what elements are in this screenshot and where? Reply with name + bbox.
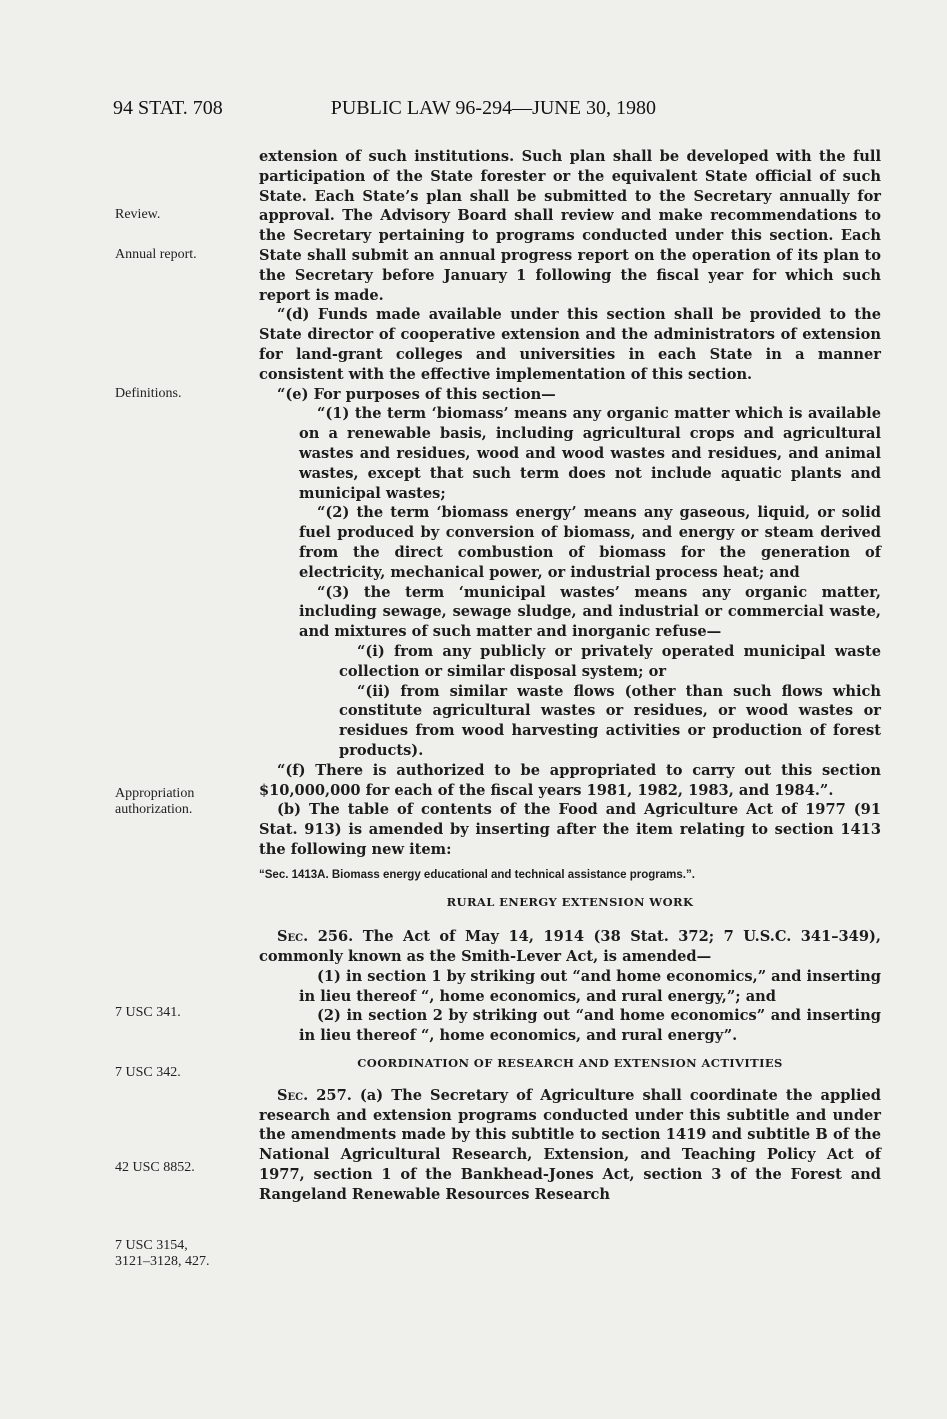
- heading-rural-energy: RURAL ENERGY EXTENSION WORK: [446, 895, 694, 910]
- toc-item: “Sec. 1413A. Biomass energy educational and technical assistance programs.”.: [259, 868, 695, 881]
- law-title: PUBLIC LAW 96-294—JUNE 30, 1980: [330, 97, 656, 119]
- margin-note-42-usc-8852: 42 USC 8852.: [115, 1160, 195, 1175]
- margin-note-definitions: Definitions.: [115, 386, 182, 401]
- paragraph-plan: extension of such institutions. Such plan shall be developed with the full participation of the State forester or the equivalent State official of such State. Each State’s plan shall be submitted to the Secretary annually for approval. The Advisory Board shall review and make recommendations to the Secretary pertaining to programs conducted under this section. Each State shall submit an annual progress report on the operation of its plan to the Secretary before January 1 following the fiscal year for which such report is made.: [259, 148, 881, 304]
- paragraph-b: (b) The table of contents of the Food and Agriculture Act of 1977 (91 Stat. 913) is amended by inserting after the item relating to section 1413 the following new item:: [259, 801, 881, 858]
- page-header: [113, 97, 765, 120]
- heading-coordination: COORDINATION OF RESEARCH AND EXTENSION ACTIVITIES: [357, 1056, 783, 1071]
- margin-note-annual-report: Annual report.: [115, 247, 197, 262]
- section-256-2: (2) in section 2 by striking out “and home economics” and inserting in lieu thereof “, home economics, and rural energy”.: [299, 1007, 881, 1045]
- statute-body: [259, 147, 881, 1205]
- margin-note-7-usc-3121: 3121–3128, 427.: [115, 1254, 210, 1269]
- margin-note-7-usc-342: 7 USC 342.: [115, 1065, 181, 1080]
- margin-note-review: Review.: [115, 207, 161, 222]
- section-256: [259, 927, 881, 967]
- paragraph-e-3-ii: “(ii) from similar waste flows (other than such flows which constitute agricultural wastes or residues, or wood wastes or residues from wood harvesting activities or production of forest products).: [339, 682, 881, 759]
- section-256-text: 256. The Act of May 14, 1914 (38 Stat. 372; 7 U.S.C. 341–349), commonly known as the Smith-Lever Act, is amended—: [259, 928, 881, 966]
- margin-note-authorization: authorization.: [115, 802, 193, 817]
- stat-page-number: 94 STAT. 708: [113, 97, 223, 119]
- margin-note-7-usc-341: 7 USC 341.: [115, 1005, 181, 1020]
- section-256-1: (1) in section 1 by striking out “and home economics,” and inserting in lieu thereof “, home economics, and rural energy,”; and: [299, 967, 881, 1005]
- paragraph-e-1: “(1) the term ‘biomass’ means any organic matter which is available on a renewable basis, including agricultural crops and agricultural wastes and residues, wood and wood wastes and residues, and animal wastes, except that such term does not include aquatic plants and municipal wastes;: [299, 405, 881, 502]
- section-257: [259, 1086, 881, 1205]
- paragraph-e: “(e) For purposes of this section—: [277, 385, 556, 403]
- paragraph-e-2: “(2) the term ‘biomass energy’ means any gaseous, liquid, or solid fuel produced by conversion of biomass, and energy or steam derived from the direct combustion of biomass for the generation of electricity, mechanical power, or industrial process heat; and: [299, 504, 881, 581]
- section-257-text: 257. (a) The Secretary of Agriculture shall coordinate the applied research and extension programs conducted under this subtitle and under the amendments made by this subtitle to section 1419 and subtitle B of the National Agricultural Research, Extension, and Teaching Policy Act of 1977, section 1 of the Bankhead-Jones Act, section 3 of the Forest and Rangeland Renewable Resources Research: [259, 1086, 881, 1203]
- paragraph-f: “(f) There is authorized to be appropriated to carry out this section $10,000,000 for each of the fiscal years 1981, 1982, 1983, and 1984.”.: [259, 761, 881, 799]
- margin-note-appropriation: Appropriation: [115, 786, 195, 801]
- section-256-label: Sec.: [277, 928, 309, 946]
- paragraph-d: “(d) Funds made available under this section shall be provided to the State director of cooperative extension and the administrators of extension for land-grant colleges and universities in each State in a manner consistent with the effective implementation of this section.: [259, 306, 881, 383]
- section-257-label: Sec.: [277, 1086, 309, 1104]
- paragraph-e-3-i: “(i) from any publicly or privately operated municipal waste collection or similar disposal system; or: [339, 642, 881, 680]
- paragraph-e-3: “(3) the term ‘municipal wastes’ means any organic matter, including sewage, sewage sludge, and industrial or commercial waste, and mixtures of such matter and inorganic refuse—: [299, 583, 881, 641]
- margin-note-7-usc-3154: 7 USC 3154,: [115, 1238, 188, 1253]
